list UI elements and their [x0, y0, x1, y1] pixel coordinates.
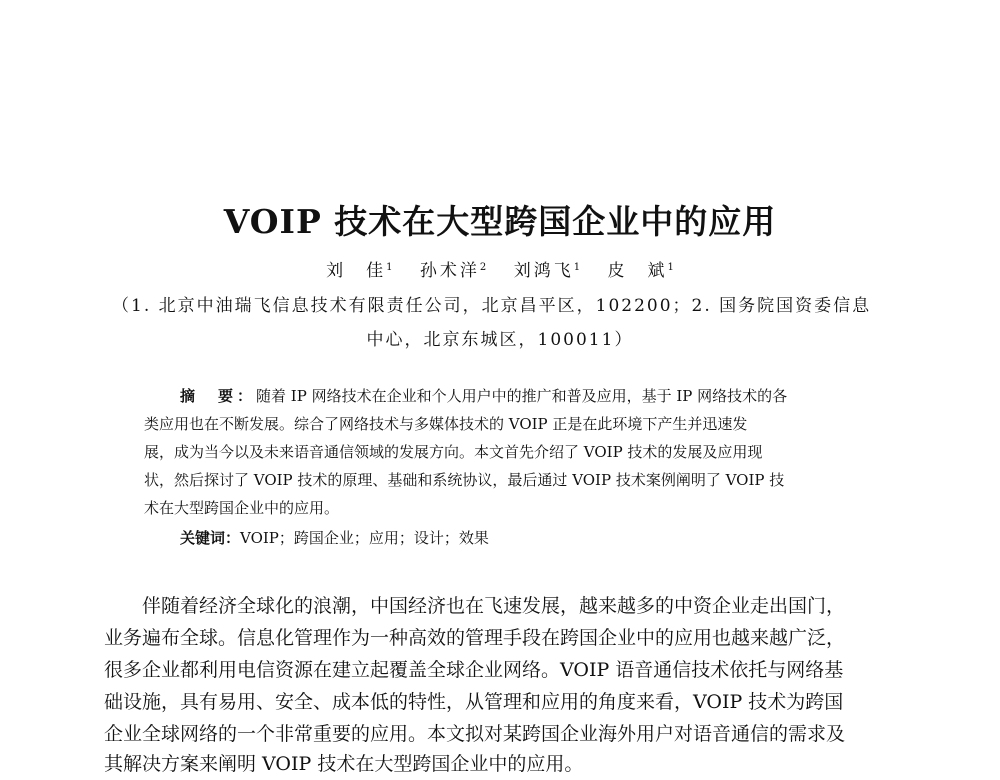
author-4	[607, 256, 673, 281]
affiliation-line-1: （1. 北京中油瑞飞信息技术有限责任公司，北京昌平区，102200；2. 国务院国资委信息	[112, 296, 872, 316]
abstract-line-3: 展，成为当今以及未来语音通信领域的发展方向。本文首先介绍了 VOIP 技术的发展及应用现	[144, 443, 763, 461]
keywords-label: 关键词：	[180, 529, 241, 547]
author-name: 刘鸿飞	[513, 261, 574, 281]
author-affiliation-mark: 1	[386, 262, 393, 273]
author-affiliation-mark: 1	[667, 262, 674, 273]
keywords-line	[180, 524, 489, 552]
abstract-line-2: 类应用也在不断发展。综合了网络技术与多媒体技术的 VOIP 正是在此环境下产生并迅速发	[144, 415, 748, 433]
author-name: 孙术洋	[419, 261, 480, 281]
author-affiliation-mark: 2	[479, 262, 487, 273]
body-line-4: 础设施，具有易用、安全、成本低的特性，从管理和应用的角度来看，VOIP 技术为跨国	[104, 691, 844, 713]
affiliation-line-2: 中心，北京东城区，100011）	[366, 330, 634, 350]
abstract-line-1	[180, 382, 787, 410]
author-name: 刘 佳	[326, 261, 387, 281]
author-2	[420, 256, 486, 281]
body-line-5: 企业全球网络的一个非常重要的应用。本文拟对某跨国企业海外用户对语音通信的需求及	[104, 723, 846, 745]
keywords-text: VOIP；跨国企业；应用；设计；效果	[240, 529, 489, 547]
body-line-6: 其解决方案来阐明 VOIP 技术在大型跨国企业中的应用。	[104, 753, 584, 775]
paper-title: VOIP 技术在大型跨国企业中的应用	[223, 202, 777, 241]
author-3	[514, 256, 580, 281]
abstract-line-5: 术在大型跨国企业中的应用。	[144, 499, 340, 517]
body-line-3: 很多企业都利用电信资源在建立起覆盖全球企业网络。VOIP 语音通信技术依托与网络基	[104, 659, 844, 681]
abstract-text: 随着 IP 网络技术在企业和个人用户中的推广和普及应用，基于 IP 网络技术的各	[256, 387, 788, 405]
author-1	[326, 256, 392, 281]
abstract-label: 摘 要：	[180, 387, 257, 405]
abstract-line-4: 状，然后探讨了 VOIP 技术的原理、基础和系统协议，最后通过 VOIP 技术案例阐明了 VOIP 技	[144, 471, 785, 489]
author-list	[0, 256, 1000, 281]
body-line-1: 伴随着经济全球化的浪潮，中国经济也在飞速发展，越来越多的中资企业走出国门，	[142, 595, 846, 617]
body-line-2: 业务遍布全球。信息化管理作为一种高效的管理手段在跨国企业中的应用也越来越广泛，	[104, 627, 846, 649]
author-affiliation-mark: 1	[573, 262, 581, 273]
author-name: 皮 斌	[607, 261, 668, 281]
